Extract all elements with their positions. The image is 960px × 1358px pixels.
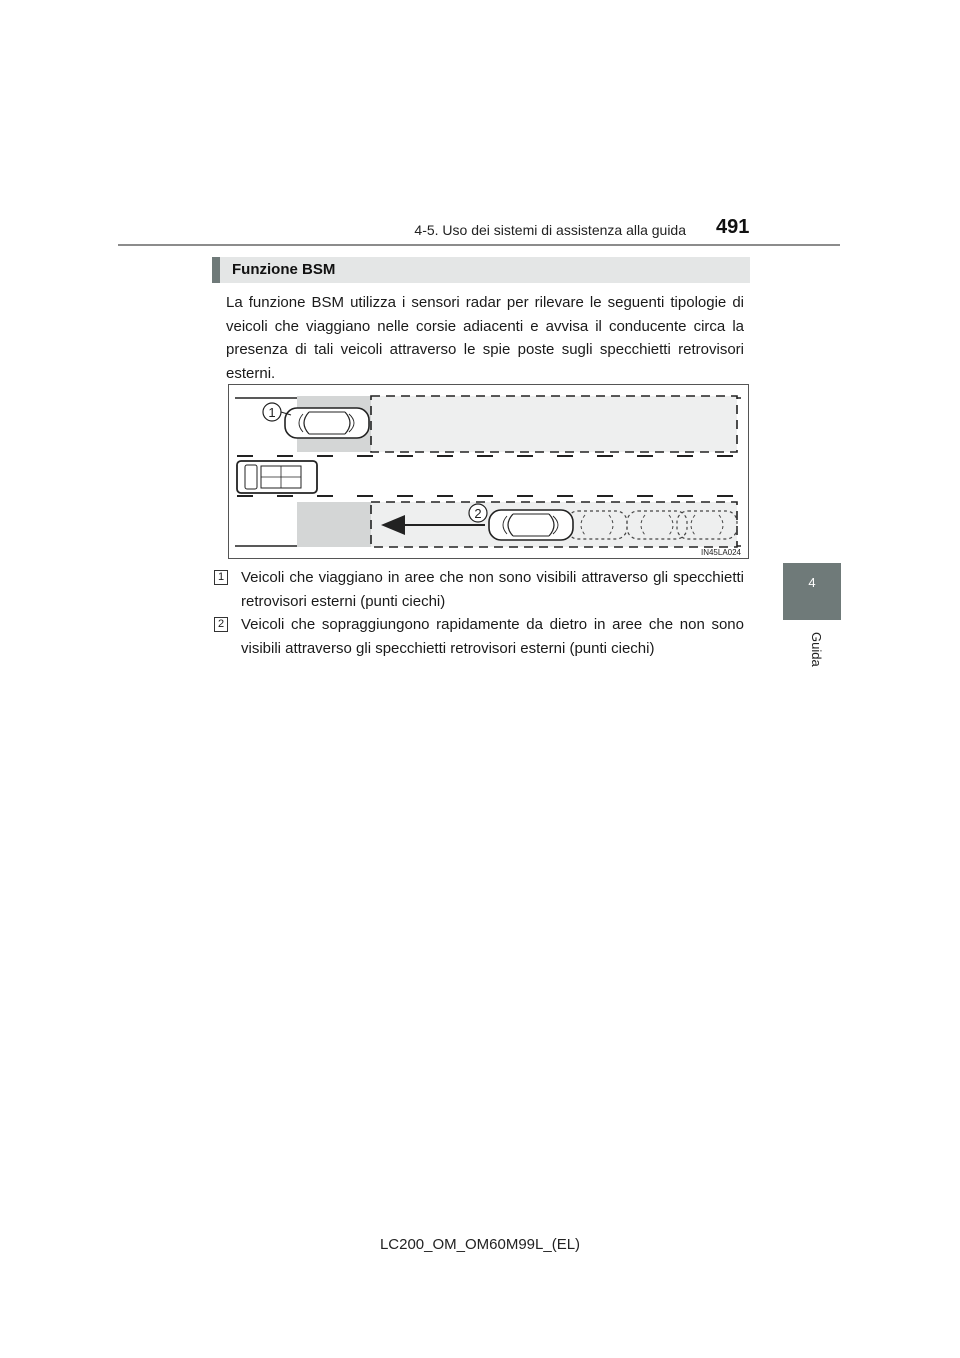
- legend-item: [214, 613, 744, 660]
- blind-spot-zone-lower: [297, 502, 371, 547]
- legend-text: Veicoli che viaggiano in aree che non sono visibili attraverso gli specchietti retrovisori esterni (punti ciechi): [241, 569, 744, 610]
- chapter-tab[interactable]: [783, 563, 841, 620]
- page-number: 491: [716, 216, 750, 238]
- section-title: Funzione BSM: [232, 261, 336, 278]
- figure-code: IN45LA024: [700, 548, 741, 557]
- chapter-tab-label: Guida: [809, 632, 824, 667]
- chapter-tab-number: 4: [808, 575, 816, 590]
- detection-zone-upper: [371, 396, 737, 452]
- callout-1-label: 1: [268, 405, 276, 420]
- bsm-diagram-illustration: [229, 385, 748, 558]
- legend-text: Veicoli che sopraggiungono rapidamente da dietro in aree che non sono visibili attraverso gli specchietti retrovisori esterni (punti ciechi): [241, 616, 744, 657]
- header-rule: [118, 244, 840, 246]
- legend-item: [214, 566, 744, 613]
- legend-number-box: 1: [214, 570, 228, 585]
- intro-paragraph: La funzione BSM utilizza i sensori radar per rilevare le seguenti tipologie di veicoli che viaggiano nelle corsie adiacenti e avvisa il conducente circa la presenza di tali veicoli attraverso le spie poste sugli specchietti retrovisori esterni.: [226, 294, 744, 382]
- bsm-diagram: [228, 384, 749, 559]
- callout-2-label: 2: [474, 506, 482, 521]
- own-vehicle: [237, 461, 317, 493]
- legend-number-box: 2: [214, 617, 228, 632]
- section-title-bar: [212, 257, 750, 283]
- document-code: LC200_OM_OM60M99L_(EL): [379, 1236, 581, 1253]
- vehicle-blind-spot: [285, 408, 369, 438]
- vehicle-approaching: [489, 510, 573, 540]
- header-section-title: 4-5. Uso dei sistemi di assistenza alla guida: [414, 222, 686, 238]
